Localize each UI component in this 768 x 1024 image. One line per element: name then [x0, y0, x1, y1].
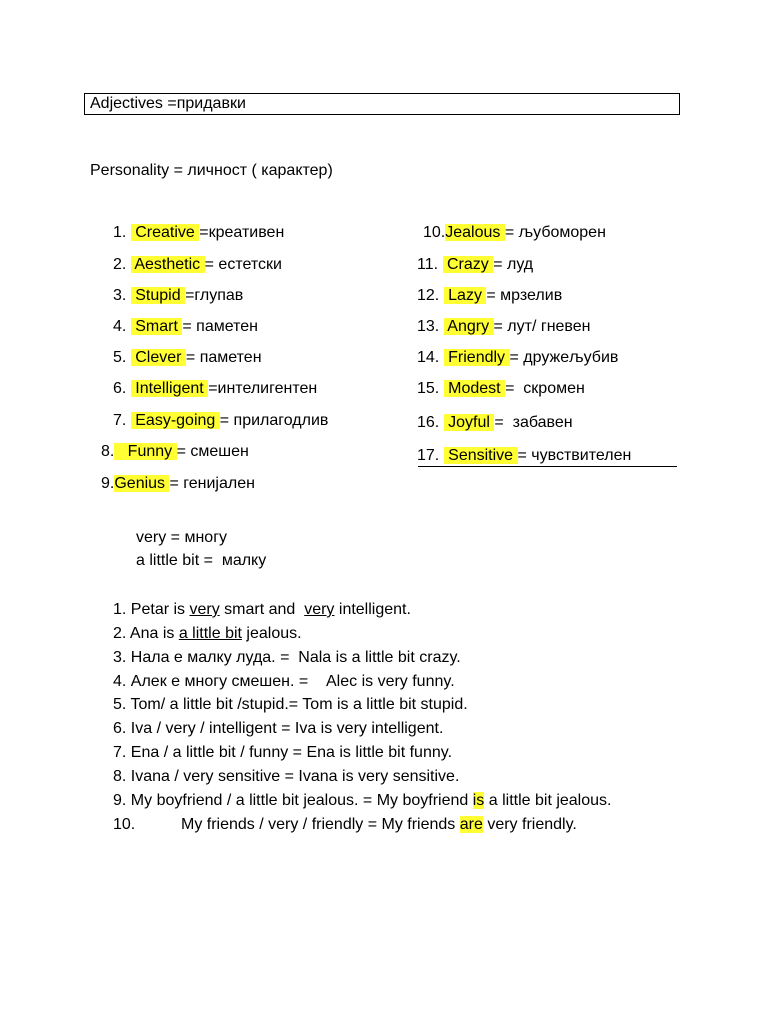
translation: =глупав	[185, 287, 244, 304]
sentence-number: 2.	[113, 625, 127, 642]
item-number: 5.	[113, 349, 127, 366]
translation: = смешен	[176, 443, 249, 460]
title-box	[84, 93, 680, 115]
sentence-text: Petar is	[130, 601, 190, 618]
list-item	[113, 317, 258, 337]
adjective: Aesthetic	[130, 256, 205, 273]
list-item	[101, 442, 249, 462]
adjective: Creative	[130, 224, 200, 241]
list-item	[417, 379, 585, 399]
list-item	[113, 223, 284, 243]
sentence-number: 6.	[113, 720, 127, 737]
translation: = луд	[493, 256, 534, 273]
sentence-text: My boyfriend / a little bit jealous. = My boyfriend	[130, 792, 473, 809]
item-number: 14.	[417, 349, 440, 366]
sentence-text: Ana is	[129, 625, 179, 642]
item-number: 4.	[113, 318, 127, 335]
underlined-word: very	[189, 601, 220, 618]
sentence-item	[113, 767, 459, 787]
adjective: Angry	[443, 318, 494, 335]
adjective: Clever	[130, 349, 186, 366]
sentence-text: jealous.	[241, 625, 302, 642]
sentence-text: Tom/ a little bit /stupid.= Tom is a little bit stupid.	[130, 696, 468, 713]
translation: = љубоморен	[504, 224, 606, 241]
highlighted-verb: is	[472, 792, 485, 809]
list-item	[417, 348, 618, 368]
sentence-text: Ena / a little bit / funny = Ena is little bit funny.	[130, 744, 453, 761]
list-item	[417, 446, 631, 466]
sentence-item-text	[181, 815, 577, 835]
sentence-text: Iva / very / intelligent = Iva is very intelligent.	[130, 720, 444, 737]
sentence-item	[113, 695, 468, 715]
list-item	[113, 348, 262, 368]
sentence-number: 5.	[113, 696, 127, 713]
adjective: Joyful	[443, 414, 495, 431]
translation: = прилагодлив	[219, 412, 329, 429]
sentence-text: Ivana / very sensitive = Ivana is very sensitive.	[130, 768, 460, 785]
item-number: 13.	[417, 318, 440, 335]
adjective: Lazy	[443, 287, 487, 304]
adjective: Funny	[114, 443, 177, 460]
sentence-text: a little bit jealous.	[484, 792, 612, 809]
translation: = мрзелив	[486, 287, 563, 304]
page-title: Adjectives =придавки	[90, 95, 246, 112]
sentence-text: Нала е малку луда. = Nala is a little bit crazy.	[130, 649, 461, 666]
list-item	[113, 286, 243, 306]
sentence-number: 3.	[113, 649, 127, 666]
sentence-item	[113, 600, 411, 620]
list-item	[423, 223, 606, 243]
highlighted-verb: are	[459, 816, 483, 833]
underlined-word: very	[304, 601, 335, 618]
sentence-number: 1.	[113, 601, 127, 618]
list-item	[417, 413, 573, 433]
item-number: 17.	[417, 447, 440, 464]
item-number: 11.	[417, 256, 439, 273]
adjective: Stupid	[130, 287, 186, 304]
underline-rule	[418, 466, 677, 467]
subtitle: Personality = личност ( карактер)	[90, 162, 333, 179]
adjective: Smart	[130, 318, 183, 335]
sentence-number: 10.	[113, 816, 136, 833]
translation: = генијален	[169, 475, 255, 492]
sentence-item	[113, 648, 461, 668]
translation: = лут/ гневен	[493, 318, 591, 335]
sentence-item	[113, 743, 452, 763]
item-number: 3.	[113, 287, 127, 304]
item-number: 6.	[113, 380, 127, 397]
item-number: 15.	[417, 380, 440, 397]
sentence-item	[113, 719, 443, 739]
sentence-number: 9.	[113, 792, 127, 809]
sentence-item	[113, 624, 302, 644]
item-number: 8.	[101, 443, 115, 460]
adjective: Intelligent	[130, 380, 209, 397]
item-number: 9.	[101, 475, 115, 492]
very-definition: very = многу	[136, 529, 228, 546]
adjective: Sensitive	[443, 447, 518, 464]
adjective: Genius	[114, 475, 170, 492]
sentence-text: smart and	[219, 601, 305, 618]
sentence-text: Алек е многу смешен. = Alec is very funny.	[130, 673, 455, 690]
item-number: 10.	[423, 224, 446, 241]
item-number: 2.	[113, 256, 127, 273]
adjective: Easy-going	[130, 412, 220, 429]
list-item	[417, 255, 533, 275]
sentence-number: 7.	[113, 744, 127, 761]
translation: =креативен	[199, 224, 285, 241]
translation: = дружељубив	[509, 349, 619, 366]
little-bit-definition: a little bit = малку	[136, 552, 267, 569]
sentence-item	[113, 672, 455, 692]
translation: =интелигентен	[208, 380, 318, 397]
item-number: 12.	[417, 287, 440, 304]
sentence-text: My friends / very / friendly = My friends	[181, 816, 460, 833]
adjective: Modest	[443, 380, 506, 397]
sentence-number: 4.	[113, 673, 127, 690]
translation: = скромен	[505, 380, 585, 397]
adjective: Crazy	[442, 256, 494, 273]
sentence-text: intelligent.	[334, 601, 411, 618]
item-number: 1.	[113, 224, 127, 241]
adjective: Friendly	[443, 349, 510, 366]
underlined-word: a little bit	[178, 625, 242, 642]
translation: = паметен	[182, 318, 258, 335]
translation: = забавен	[494, 414, 573, 431]
sentence-item	[113, 815, 135, 835]
sentence-item	[113, 791, 611, 811]
sentence-text: very friendly.	[482, 816, 577, 833]
translation: = естетски	[204, 256, 282, 273]
adjective: Jealous	[445, 224, 505, 241]
list-item	[417, 317, 590, 337]
list-item	[113, 255, 282, 275]
sentence-number: 8.	[113, 768, 127, 785]
item-number: 7.	[113, 412, 127, 429]
translation: = паметен	[185, 349, 262, 366]
list-item	[417, 286, 562, 306]
translation: = чувствителен	[517, 447, 632, 464]
list-item	[101, 474, 255, 494]
item-number: 16.	[417, 414, 440, 431]
list-item	[113, 379, 317, 399]
list-item	[113, 411, 328, 431]
